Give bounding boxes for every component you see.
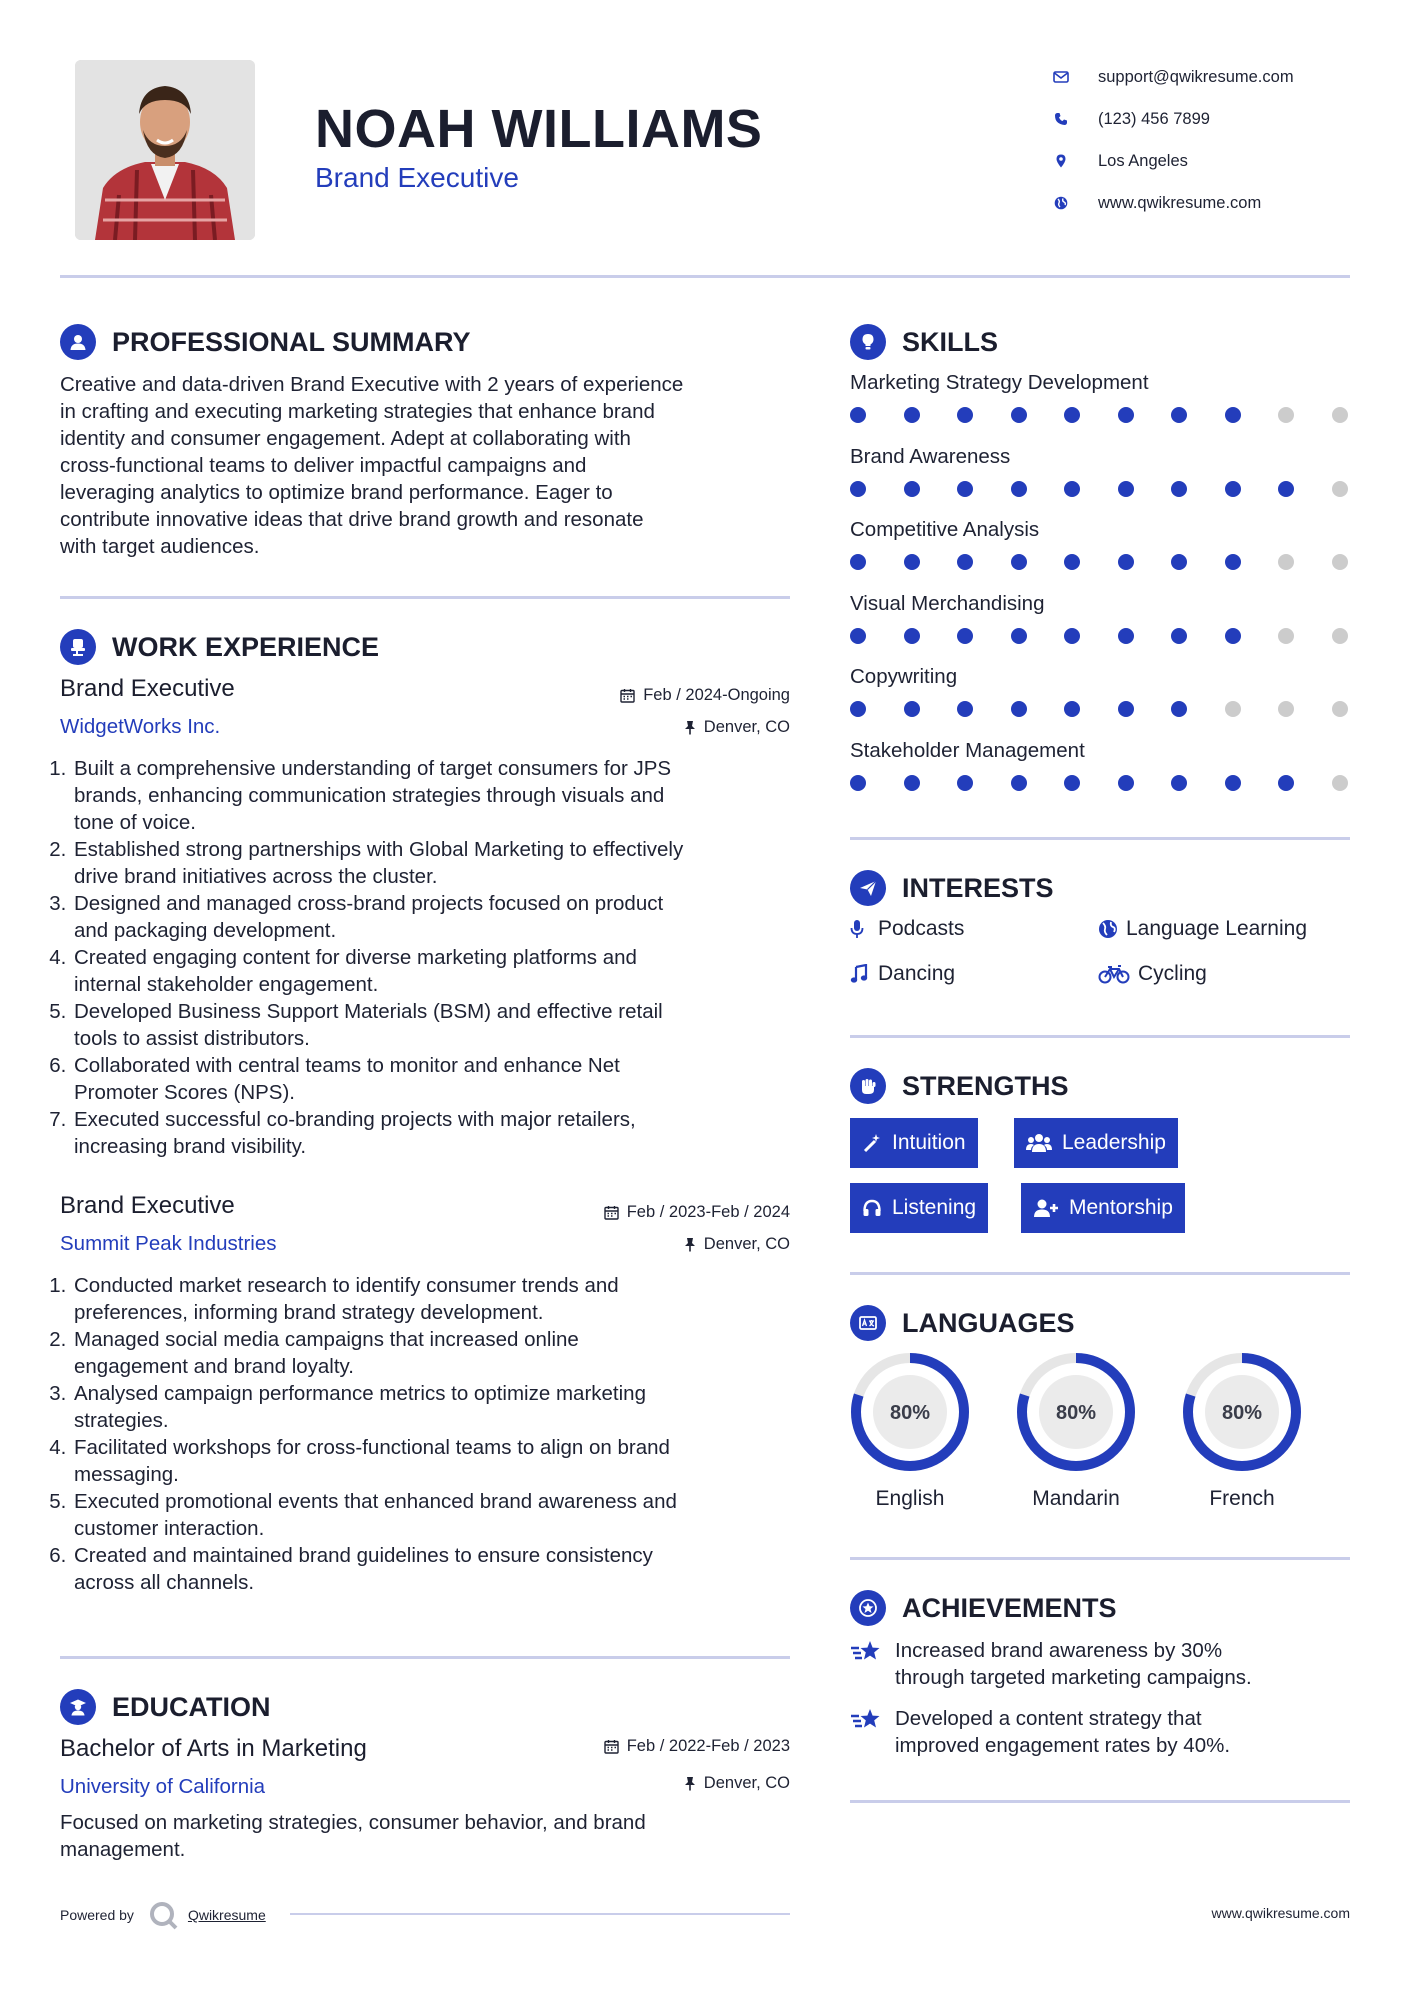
summary-line: identity and consumer engagement. Adept at collaborating with xyxy=(60,427,631,450)
ring-percent-label: 80% xyxy=(1055,1402,1097,1424)
job-bullets xyxy=(54,1272,804,1596)
job-dates-text: Feb / 2023-Feb / 2024 xyxy=(626,1203,790,1221)
skill-item xyxy=(850,371,1350,445)
skill-name: Brand Awareness xyxy=(850,444,1011,468)
list-item: 2. Managed social media campaigns that increased online engagement and brand loyalty. xyxy=(72,1326,804,1380)
summary-line: Creative and data-driven Brand Executive with 2 years of experience xyxy=(60,373,684,396)
interest-item xyxy=(1098,962,1207,986)
strengths-divider xyxy=(850,1272,1350,1275)
job-dates xyxy=(540,686,790,705)
language-item xyxy=(1016,1352,1136,1511)
rating-dot-filled xyxy=(1225,775,1241,791)
rating-dot-filled xyxy=(1171,628,1187,644)
achievement-line: through targeted marketing campaigns. xyxy=(895,1666,1252,1689)
rating-dot-empty xyxy=(1332,481,1348,497)
contact-location xyxy=(1050,140,1380,182)
strengths-title: STRENGTHS xyxy=(902,1070,1069,1101)
chair-icon xyxy=(60,629,96,665)
rating-dot-filled xyxy=(1118,628,1134,644)
rating-dot-filled xyxy=(1118,407,1134,423)
strength-tag xyxy=(850,1118,978,1168)
rating-dot-filled xyxy=(1011,701,1027,717)
strength-label: Listening xyxy=(892,1196,977,1219)
strengths-heading xyxy=(850,1068,1069,1104)
education-line: management. xyxy=(60,1838,186,1861)
lightbulb-icon xyxy=(850,324,886,360)
rating-dot-filled xyxy=(957,407,973,423)
interests-title: INTERESTS xyxy=(902,872,1054,903)
summary-line: cross-functional teams to deliver impactful campaigns and xyxy=(60,454,587,477)
summary-line: with target audiences. xyxy=(60,535,260,558)
rating-dot-filled xyxy=(1011,775,1027,791)
rating-dot-filled xyxy=(904,701,920,717)
interest-label: Podcasts xyxy=(878,917,965,940)
skills-divider xyxy=(850,837,1350,840)
summary-divider xyxy=(60,596,790,599)
languages-heading xyxy=(850,1305,1075,1341)
interests-heading xyxy=(850,870,1054,906)
footer-url[interactable]: www.qwikresume.com xyxy=(1211,1905,1350,1921)
calendar-icon xyxy=(604,1739,619,1754)
skill-rating xyxy=(850,481,1348,497)
rating-dot-filled xyxy=(1278,775,1294,791)
skill-rating xyxy=(850,628,1348,644)
achievements-heading xyxy=(850,1590,1117,1626)
shooting-star-icon xyxy=(850,1705,884,1759)
rating-dot-filled xyxy=(1064,407,1080,423)
headphones-icon xyxy=(862,1198,882,1218)
language-name: English xyxy=(875,1487,945,1510)
map-pin-icon xyxy=(1050,154,1072,168)
calendar-icon xyxy=(604,1205,619,1220)
skill-item xyxy=(850,592,1350,666)
list-item: 4. Created engaging content for diverse marketing platforms and internal stakeholder engagement. xyxy=(72,944,804,998)
rating-dot-filled xyxy=(1278,481,1294,497)
job-title: Brand Executive xyxy=(60,675,235,702)
rating-dot-filled xyxy=(1171,554,1187,570)
rating-dot-empty xyxy=(1332,554,1348,570)
job-dates xyxy=(540,1203,790,1222)
rating-dot-filled xyxy=(1011,628,1027,644)
language-ring xyxy=(850,1352,970,1472)
globe-icon xyxy=(1050,196,1072,210)
rating-dot-filled xyxy=(1118,554,1134,570)
rating-dot-filled xyxy=(1118,775,1134,791)
language-ring xyxy=(1016,1352,1136,1472)
candidate-role: Brand Executive xyxy=(315,162,519,193)
skill-item xyxy=(850,518,1350,592)
candidate-name: NOAH WILLIAMS xyxy=(315,99,763,159)
calendar-icon xyxy=(620,688,635,703)
contact-location-text: Los Angeles xyxy=(1098,151,1188,170)
rating-dot-filled xyxy=(1064,628,1080,644)
interest-label: Cycling xyxy=(1138,962,1207,985)
education-location-text: Denver, CO xyxy=(703,1774,790,1792)
job-location xyxy=(540,1235,790,1254)
experience-heading xyxy=(60,629,379,665)
music-note-icon xyxy=(850,964,872,984)
education-description xyxy=(60,1809,800,1863)
interest-item xyxy=(850,917,964,941)
rating-dot-filled xyxy=(904,481,920,497)
profile-photo xyxy=(75,60,255,240)
footer-divider xyxy=(290,1913,790,1915)
rating-dot-filled xyxy=(1118,481,1134,497)
summary-line: in crafting and executing marketing strategies that enhance brand xyxy=(60,400,655,423)
skill-rating xyxy=(850,701,1348,717)
footer-brand-link[interactable]: Qwikresume xyxy=(187,1907,266,1923)
experience-title: WORK EXPERIENCE xyxy=(112,631,380,662)
rating-dot-filled xyxy=(904,554,920,570)
achievement-line: Developed a content strategy that xyxy=(895,1707,1202,1730)
education-dates xyxy=(540,1737,790,1756)
achievement-line: Increased brand awareness by 30% xyxy=(895,1639,1223,1662)
skill-name: Visual Merchandising xyxy=(850,591,1045,615)
list-item: 4. Facilitated workshops for cross-functional teams to align on brand messaging. xyxy=(72,1434,804,1488)
rating-dot-empty xyxy=(1278,628,1294,644)
list-item: 3. Analysed campaign performance metrics to optimize marketing strategies. xyxy=(72,1380,804,1434)
skills-list xyxy=(850,371,1350,812)
header-divider xyxy=(60,275,1350,278)
skill-name: Stakeholder Management xyxy=(850,738,1085,762)
experience-divider xyxy=(60,1656,790,1659)
fist-icon xyxy=(850,1068,886,1104)
interests-divider xyxy=(850,1035,1350,1038)
language-rings xyxy=(850,1352,1330,1511)
rating-dot-filled xyxy=(1064,481,1080,497)
qwikresume-logo-icon xyxy=(148,1900,182,1930)
magic-wand-icon xyxy=(862,1133,882,1153)
skills-title: SKILLS xyxy=(902,326,999,357)
job-location-text: Denver, CO xyxy=(703,718,790,736)
rating-dot-filled xyxy=(1064,701,1080,717)
rating-dot-filled xyxy=(850,481,866,497)
strength-tag xyxy=(1014,1118,1178,1168)
rating-dot-filled xyxy=(904,407,920,423)
rating-dot-empty xyxy=(1278,407,1294,423)
rating-dot-empty xyxy=(1332,628,1348,644)
job-location xyxy=(540,718,790,737)
bicycle-icon xyxy=(1098,964,1132,984)
contact-phone-text: (123) 456 7899 xyxy=(1098,109,1210,128)
rating-dot-filled xyxy=(850,628,866,644)
list-item: 7. Executed successful co-branding projects with major retailers, increasing brand visibility. xyxy=(72,1106,804,1160)
rating-dot-filled xyxy=(904,775,920,791)
skill-name: Competitive Analysis xyxy=(850,518,1040,541)
rating-dot-filled xyxy=(850,554,866,570)
strength-tag xyxy=(850,1183,988,1233)
strength-label: Mentorship xyxy=(1069,1196,1173,1219)
school-name: University of California xyxy=(60,1775,266,1798)
list-item: 1. Conducted market research to identify consumer trends and preferences, informing brand strategy development. xyxy=(72,1272,804,1326)
education-heading xyxy=(60,1689,271,1725)
strength-label: Leadership xyxy=(1062,1131,1166,1154)
skill-rating xyxy=(850,775,1348,791)
rating-dot-filled xyxy=(1064,554,1080,570)
rating-dot-filled xyxy=(850,407,866,423)
pushpin-icon xyxy=(684,1237,696,1252)
rating-dot-filled xyxy=(850,775,866,791)
contact-website[interactable] xyxy=(1050,182,1380,224)
skill-item xyxy=(850,665,1350,739)
contact-email[interactable] xyxy=(1050,56,1380,98)
languages-title: LANGUAGES xyxy=(902,1307,1075,1338)
job-title: Brand Executive xyxy=(60,1192,235,1219)
rating-dot-filled xyxy=(957,701,973,717)
rating-dot-empty xyxy=(1278,554,1294,570)
paper-plane-icon xyxy=(850,870,886,906)
contact-website-text: www.qwikresume.com xyxy=(1098,193,1262,212)
rating-dot-filled xyxy=(1118,701,1134,717)
skill-rating xyxy=(850,407,1348,423)
microphone-icon xyxy=(850,919,872,939)
interest-item xyxy=(1098,917,1307,941)
rating-dot-filled xyxy=(1171,701,1187,717)
contact-phone[interactable] xyxy=(1050,98,1380,140)
list-item: 2. Established strong partnerships with Global Marketing to effectively drive brand initiatives across the cluster. xyxy=(72,836,804,890)
phone-icon xyxy=(1050,112,1072,126)
language-name: French xyxy=(1209,1487,1275,1510)
job-dates-text: Feb / 2024-Ongoing xyxy=(643,686,790,704)
pushpin-icon xyxy=(684,1776,696,1791)
summary-text xyxy=(60,371,800,560)
user-plus-icon xyxy=(1033,1198,1059,1218)
achievements-divider xyxy=(850,1800,1350,1803)
skill-rating xyxy=(850,554,1348,570)
rating-dot-empty xyxy=(1332,701,1348,717)
rating-dot-empty xyxy=(1225,701,1241,717)
education-dates-text: Feb / 2022-Feb / 2023 xyxy=(626,1737,790,1755)
skills-heading xyxy=(850,324,998,360)
job-location-text: Denver, CO xyxy=(703,1235,790,1253)
job-company: Summit Peak Industries xyxy=(60,1232,277,1255)
rating-dot-filled xyxy=(957,481,973,497)
rating-dot-filled xyxy=(1171,481,1187,497)
user-icon xyxy=(60,324,96,360)
pushpin-icon xyxy=(684,720,696,735)
ring-percent-label: 80% xyxy=(889,1402,931,1424)
users-icon xyxy=(1026,1133,1052,1153)
list-item: 5. Executed promotional events that enhanced brand awareness and customer interaction. xyxy=(72,1488,804,1542)
job-company: WidgetWorks Inc. xyxy=(60,715,221,738)
rating-dot-filled xyxy=(1225,481,1241,497)
language-item xyxy=(850,1352,970,1511)
rating-dot-filled xyxy=(1011,407,1027,423)
list-item: 1. Built a comprehensive understanding of target consumers for JPS brands, enhancing communication strategies through visuals and tone of voice. xyxy=(72,755,804,836)
list-item: 6. Collaborated with central teams to monitor and enhance Net Promoter Scores (NPS). xyxy=(72,1052,804,1106)
skill-item xyxy=(850,445,1350,519)
rating-dot-filled xyxy=(1011,481,1027,497)
rating-dot-filled xyxy=(1225,628,1241,644)
rating-dot-filled xyxy=(957,775,973,791)
ring-percent-label: 80% xyxy=(1221,1402,1263,1424)
list-item: 5. Developed Business Support Materials (BSM) and effective retail tools to assist distributors. xyxy=(72,998,804,1052)
contact-list xyxy=(1050,56,1380,224)
degree-title: Bachelor of Arts in Marketing xyxy=(60,1735,367,1762)
rating-dot-filled xyxy=(1064,775,1080,791)
education-title: EDUCATION xyxy=(112,1691,271,1722)
achievement-line: improved engagement rates by 40%. xyxy=(895,1734,1231,1757)
rating-dot-filled xyxy=(1225,554,1241,570)
achievement-item xyxy=(850,1637,1350,1691)
language-item xyxy=(1182,1352,1302,1511)
rating-dot-filled xyxy=(957,628,973,644)
contact-email-text: support@qwikresume.com xyxy=(1098,67,1294,86)
languages-divider xyxy=(850,1557,1350,1560)
achievements-title: ACHIEVEMENTS xyxy=(902,1592,1117,1623)
skill-name: Marketing Strategy Development xyxy=(850,371,1149,394)
star-badge-icon xyxy=(850,1590,886,1626)
skill-name: Copywriting xyxy=(850,665,958,688)
list-item: 6. Created and maintained brand guidelines to ensure consistency across all channels. xyxy=(72,1542,804,1596)
rating-dot-filled xyxy=(1225,407,1241,423)
footer-powered xyxy=(60,1900,266,1930)
rating-dot-filled xyxy=(957,554,973,570)
powered-by-label: Powered by xyxy=(60,1907,134,1923)
summary-line: contribute innovative ideas that drive brand growth and resonate xyxy=(60,508,644,531)
envelope-icon xyxy=(1050,71,1072,83)
strength-label: Intuition xyxy=(892,1131,966,1154)
rating-dot-filled xyxy=(1011,554,1027,570)
list-item: 3. Designed and managed cross-brand projects focused on product and packaging development. xyxy=(72,890,804,944)
rating-dot-filled xyxy=(850,701,866,717)
rating-dot-empty xyxy=(1278,701,1294,717)
achievement-item xyxy=(850,1705,1350,1759)
globe-icon xyxy=(1098,919,1120,939)
interest-label: Language Learning xyxy=(1126,917,1308,940)
graduate-icon xyxy=(60,1689,96,1725)
rating-dot-filled xyxy=(1171,775,1187,791)
summary-line: leveraging analytics to optimize brand performance. Eager to xyxy=(60,481,613,504)
language-ring xyxy=(1182,1352,1302,1472)
education-line: Focused on marketing strategies, consumer behavior, and brand xyxy=(60,1811,646,1834)
rating-dot-empty xyxy=(1332,407,1348,423)
interest-item xyxy=(850,962,955,986)
rating-dot-empty xyxy=(1332,775,1348,791)
shooting-star-icon xyxy=(850,1637,884,1691)
rating-dot-filled xyxy=(1171,407,1187,423)
interest-label: Dancing xyxy=(878,962,956,985)
skill-item xyxy=(850,739,1350,813)
summary-heading xyxy=(60,324,471,360)
language-name: Mandarin xyxy=(1032,1487,1120,1510)
language-icon xyxy=(850,1305,886,1341)
rating-dot-filled xyxy=(904,628,920,644)
education-location xyxy=(540,1774,790,1793)
job-bullets xyxy=(54,755,804,1160)
strength-tag xyxy=(1021,1183,1185,1233)
summary-title: PROFESSIONAL SUMMARY xyxy=(112,326,471,357)
